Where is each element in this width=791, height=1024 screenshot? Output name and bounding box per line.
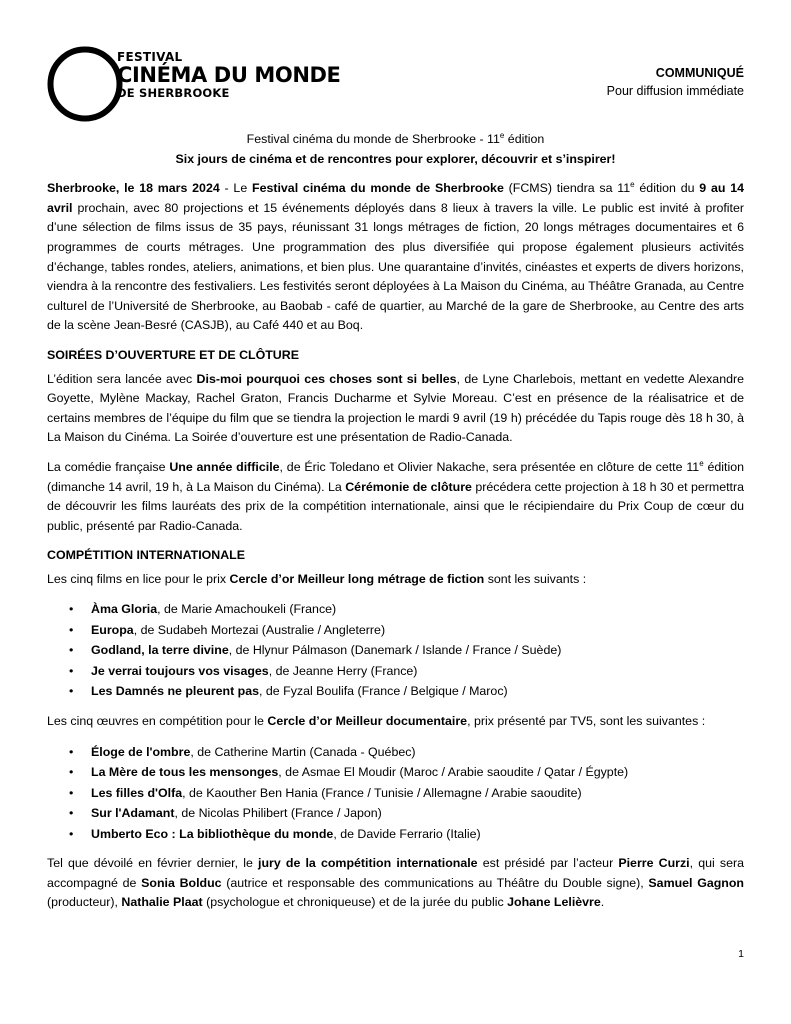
logo-line-cinema-du-monde: CINÉMA DU MONDE bbox=[117, 63, 341, 87]
festival-logo bbox=[117, 51, 341, 100]
list-item: • Éloge de l'ombre, de Catherine Martin (Canada - Québec) bbox=[91, 742, 744, 763]
jury-paragraph: Tel que dévoilé en février dernier, le jury de la compétition internationale est présidé par l’acteur Pierre Curzi, qui sera accompagné de Sonia Bolduc (autrice et responsable des communications au Théâtre du Double signe), Samuel Gagnon (producteur), Nathalie Plaat (psychologue et chroniqueuse) et de la jurée du public Johane Lelièvre. bbox=[47, 856, 744, 910]
logo-line-sherbrooke: DE SHERBROOKE bbox=[117, 86, 230, 100]
document-subtitle: Six jours de cinéma et de rencontres pour explorer, découvrir et s’inspirer! bbox=[175, 151, 616, 166]
list-item: • Europa, de Sudabeh Mortezai (Australie / Angleterre) bbox=[91, 620, 744, 641]
list-item: • Àma Gloria, de Marie Amachoukeli (France) bbox=[91, 599, 744, 620]
fiction-film-list bbox=[47, 599, 744, 702]
list-item: • Je verrai toujours vos visages, de Jeanne Herry (France) bbox=[91, 661, 744, 682]
list-item: • Umberto Eco : La bibliothèque du monde, de Davide Ferrario (Italie) bbox=[91, 824, 744, 845]
list-item: • Les Damnés ne pleurent pas, de Fyzal Boulifa (France / Belgique / Maroc) bbox=[91, 681, 744, 702]
logo-line-festival: FESTIVAL bbox=[117, 50, 183, 64]
list-item: • Les filles d'Olfa, de Kaouther Ben Hania (France / Tunisie / Allemagne / Arabie saoudite) bbox=[91, 783, 744, 804]
list-item: • Sur l'Adamant, de Nicolas Philibert (France / Japon) bbox=[91, 803, 744, 824]
document-title: Festival cinéma du monde de Sherbrooke - 11e édition bbox=[246, 130, 545, 146]
fiction-intro: Les cinq films en lice pour le prix Cercle d’or Meilleur long métrage de fiction sont les suivants : bbox=[47, 571, 587, 586]
list-item: • Godland, la terre divine, de Hlynur Pálmason (Danemark / Islande / France / Suède) bbox=[91, 640, 744, 661]
documentary-intro: Les cinq œuvres en compétition pour le Cercle d’or Meilleur documentaire, prix présenté par TV5, sont les suivantes : bbox=[47, 713, 706, 728]
documentary-film-list bbox=[47, 742, 744, 845]
list-item: • La Mère de tous les mensonges, de Asmae El Moudir (Maroc / Arabie saoudite / Qatar / Égypte) bbox=[91, 762, 744, 783]
release-type: COMMUNIQUÉ bbox=[655, 66, 744, 80]
intro-paragraph: Sherbrooke, le 18 mars 2024 - Le Festival cinéma du monde de Sherbrooke (FCMS) tiendra sa 11e édition du 9 au 14 avril prochain, avec 80 projections et 15 événements déployés dans 8 lieux à travers la ville. Le public est invité à profiter d’une sélection de films issus de 35 pays, réunissant 31 longs métrages de fiction, 20 longs métrages documentaires et 6 programmes de courts métrages. Une programmation des plus diversifiée qui propose également plusieurs activités d’échange, tables rondes, ateliers, animations, et bien plus. Une quarantaine d’invités, cinéastes et experts de divers horizons, viendra à la rencontre des festivaliers. Les festivités seront déployées à La Maison du Cinéma, au Théâtre Granada, au Centre culturel de l’Université de Sherbrooke, au Baobab - café de quartier, au Marché de la gare de Sherbrooke, au Centre des arts de la scène Jean-Besré (CASJB), au Café 440 et au Boq. bbox=[47, 180, 744, 333]
release-label bbox=[607, 64, 744, 100]
closing-paragraph: La comédie française Une année difficile, de Éric Toledano et Olivier Nakache, sera présentée en clôture de cette 11e édition (dimanche 14 avril, 19 h, à La Maison du Cinéma). La Cérémonie de clôture précédera cette projection à 18 h 30 et permettra de découvrir les films lauréats des prix de la compétition internationale, ainsi que le récipiendaire du Prix Coup de cœur du public, présenté par Radio-Canada. bbox=[47, 458, 745, 533]
page-number: 1 bbox=[738, 948, 744, 960]
section-heading-opening-closing: SOIRÉES D’OUVERTURE ET DE CLÔTURE bbox=[47, 347, 299, 362]
release-distribution: Pour diffusion immédiate bbox=[606, 84, 744, 98]
document-body bbox=[47, 130, 744, 923]
festival-logo-circle-icon bbox=[47, 46, 123, 122]
section-heading-competition: COMPÉTITION INTERNATIONALE bbox=[47, 548, 246, 563]
opening-paragraph: L’édition sera lancée avec Dis-moi pourquoi ces choses sont si belles, de Lyne Charlebois, mettant en vedette Alexandre Goyette, Mylène Mackay, Rachel Graton, Francis Ducharme et Sylvie Moreau. C’est en présence de la réalisatrice et de certains membres de l’équipe du film que se tiendra la projection le mardi 9 avril (19 h) précédée du Tapis rouge dès 18 h 30, à La Maison du Cinéma. La Soirée d’ouverture est une présentation de Radio-Canada. bbox=[47, 371, 744, 445]
